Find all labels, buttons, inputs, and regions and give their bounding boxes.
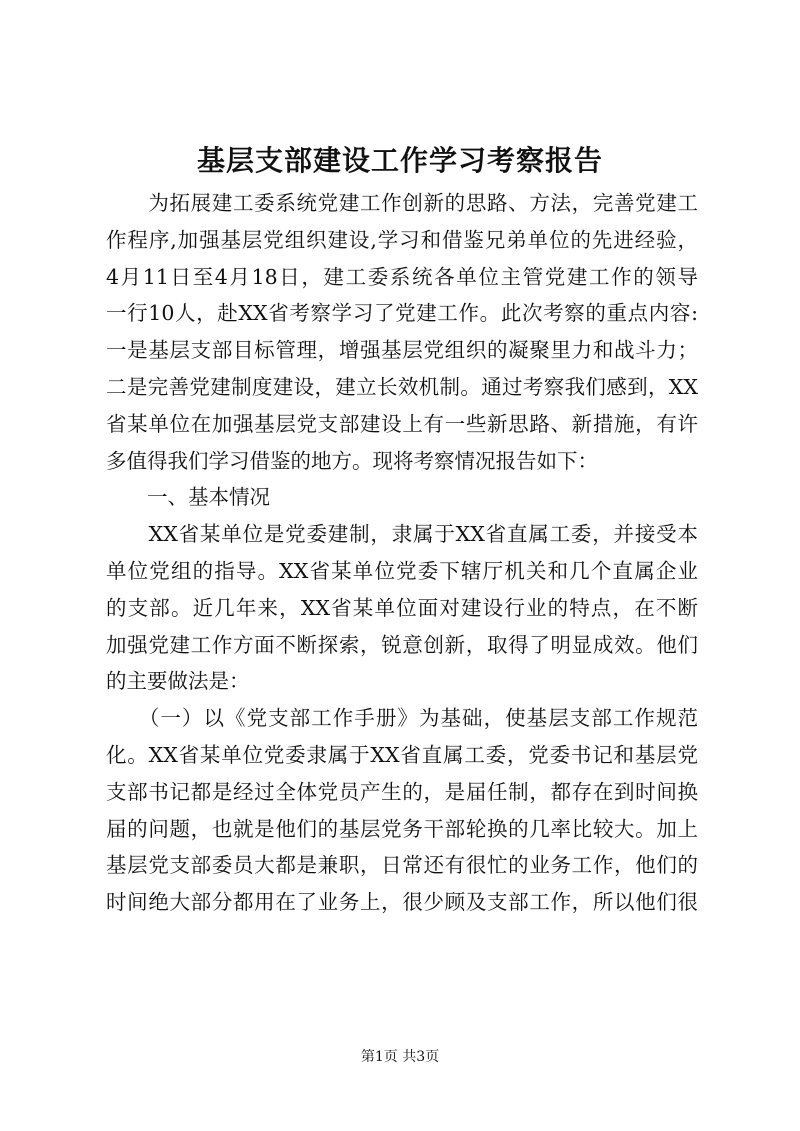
- body-line: 加强党建工作方面不断探索，锐意创新，取得了明显成效。他们: [106, 632, 698, 657]
- body-line: 省某单位在加强基层党支部建设上有一些新思路、新措施，有许: [106, 411, 698, 436]
- body-line: 的主要做法是：: [106, 669, 250, 694]
- body-line: 一行10人，赴XX省考察学习了党建工作。此次考察的重点内容:: [106, 301, 698, 326]
- body-line: 时间绝大部分都用在了业务上，很少顾及支部工作，所以他们很: [106, 890, 698, 915]
- page-number: 第1页 共3页: [360, 1049, 440, 1065]
- body-line: 多值得我们学习借鉴的地方。现将考察情况报告如下：: [106, 448, 598, 473]
- document-body: [106, 185, 698, 921]
- body-line: 的支部。近几年来，XX省某单位面对建设行业的特点，在不断: [106, 595, 698, 620]
- body-line: 作程序,加强基层党组织建设,学习和借鉴兄弟单位的先进经验，: [106, 227, 698, 252]
- body-line: 化。XX省某单位党委隶属于XX省直属工委，党委书记和基层党: [106, 742, 698, 767]
- body-line: 一是基层支部目标管理，增强基层党组织的凝聚里力和战斗力；: [106, 338, 698, 363]
- body-line: 届的问题，也就是他们的基层党务干部轮换的几率比较大。加上: [106, 816, 698, 841]
- body-line: 二是完善党建制度建设，建立长效机制。通过考察我们感到，XX: [106, 374, 698, 399]
- body-line: 基层党支部委员大都是兼职，日常还有很忙的业务工作，他们的: [106, 853, 698, 878]
- section-heading: 一、基本情况: [106, 485, 270, 510]
- body-line: 单位党组的指导。XX省某单位党委下辖厅机关和几个直属企业: [106, 558, 698, 583]
- body-line: （一）以《党支部工作手册》为基础，使基层支部工作规范: [106, 706, 698, 731]
- body-line: 支部书记都是经过全体党员产生的，是届任制，都存在到时间换: [106, 779, 698, 804]
- document-title: 基层支部建设工作学习考察报告: [196, 144, 603, 177]
- body-line: 4月11日至4月18日，建工委系统各单位主管党建工作的领导: [106, 264, 698, 289]
- body-line: XX省某单位是党委建制，隶属于XX省直属工委，并接受本: [106, 522, 698, 547]
- body-line: 为拓展建工委系统党建工作创新的思路、方法，完善党建工: [106, 191, 698, 215]
